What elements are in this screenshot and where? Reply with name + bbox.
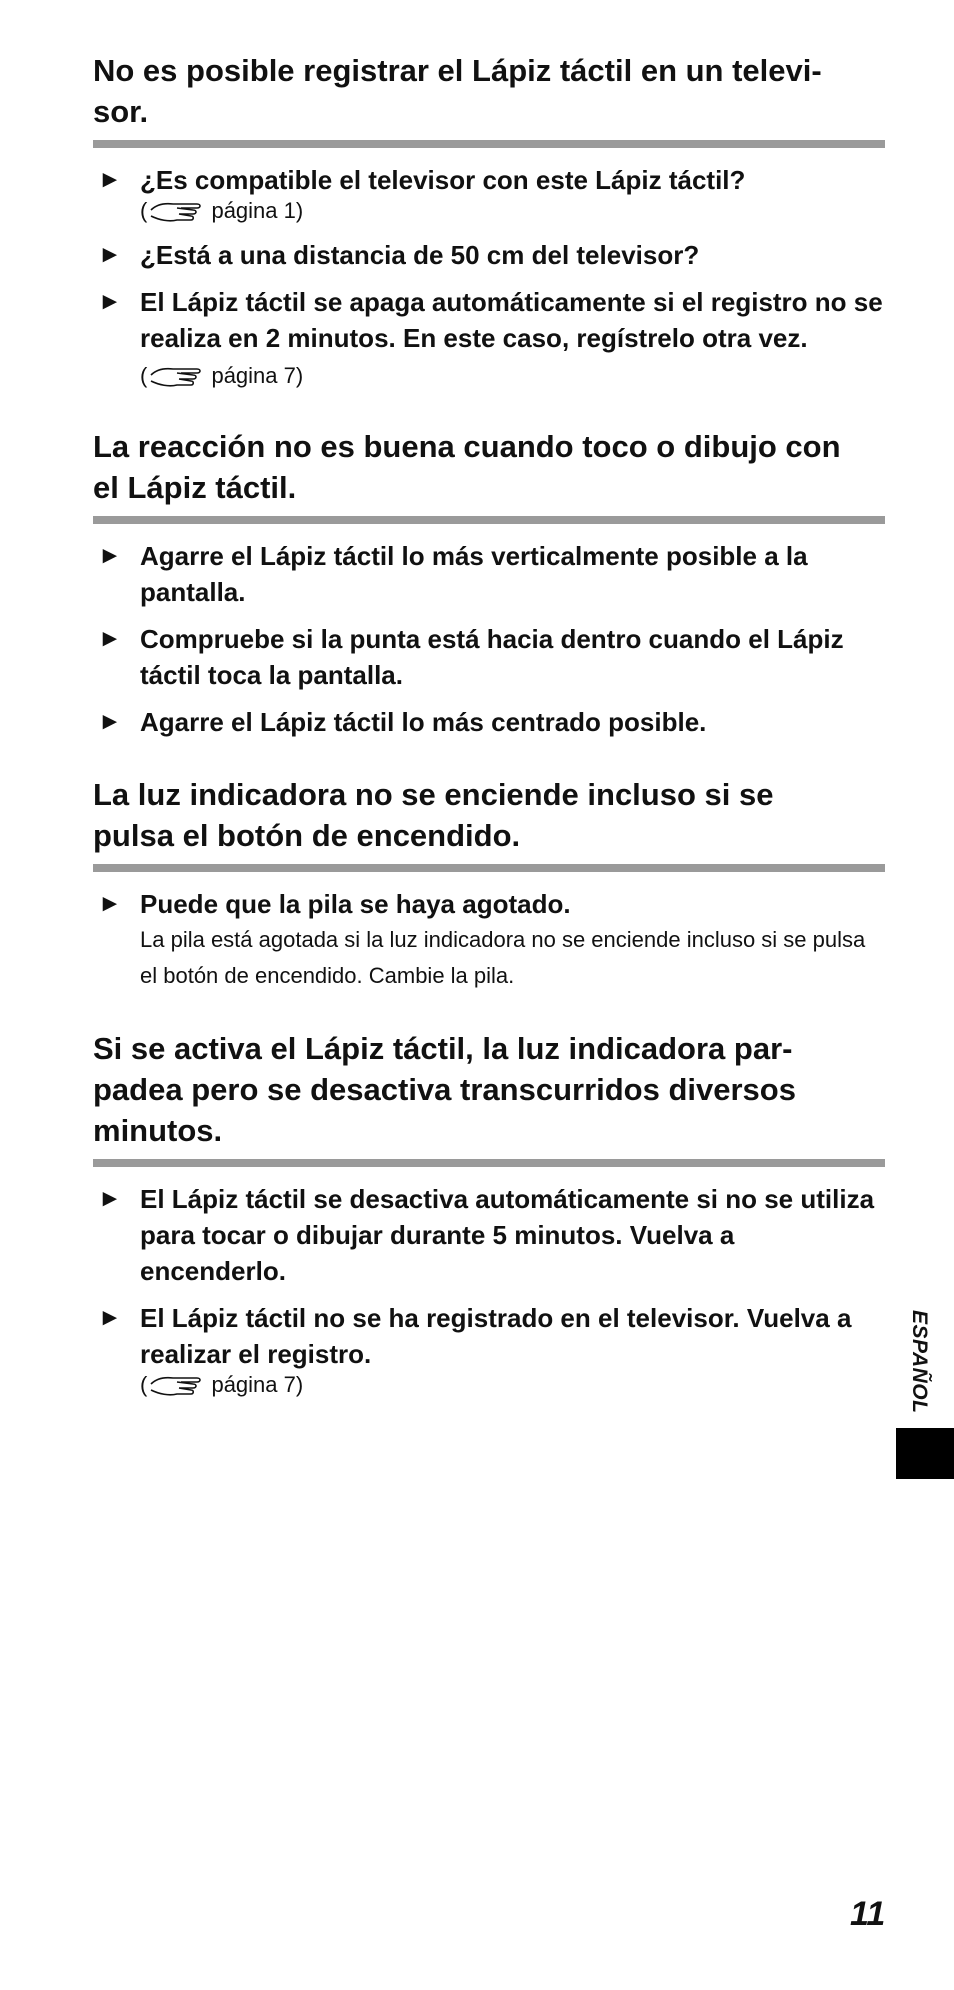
title-line: el Lápiz táctil. (93, 470, 297, 505)
title-line: sor. (93, 94, 149, 129)
item-text: Compruebe si la punta está hacia dentro cuando el Lápiz táctil toca la pantalla. (140, 624, 844, 690)
page-reference: ( página 7) (140, 363, 304, 388)
list-item (93, 538, 885, 610)
bullet-arrow-icon: ► (98, 890, 122, 917)
item-list (93, 1181, 885, 1400)
page-reference: ( página 1) (140, 198, 304, 223)
item-text: Puede que la pila se haya agotado. (140, 889, 571, 919)
item-text (140, 284, 885, 392)
item-detail: La pila está agotada si la luz indicadora no se enciende incluso si se pulsa el botón de encendido. Cambie la pila. (140, 927, 866, 988)
item-list (93, 886, 885, 994)
bullet-arrow-icon: ► (98, 708, 122, 735)
item-text: El Lápiz táctil se desactiva automáticamente si no se utiliza para tocar o dibujar durante 5 minutos. Vuelva a encenderlo. (140, 1184, 875, 1286)
troubleshoot-section (93, 426, 885, 740)
list-item (93, 162, 885, 226)
item-list (93, 162, 885, 392)
list-item (93, 1300, 885, 1400)
item-text-content: El Lápiz táctil se apaga automáticamente si el registro no se realiza en 2 minutos. En este caso, regístrelo otra vez. (140, 287, 883, 353)
item-text: El Lápiz táctil no se ha registrado en el televisor. Vuelva a realizar el registro. (140, 1303, 852, 1369)
troubleshoot-section (93, 50, 885, 392)
item-list (93, 538, 885, 740)
bullet-arrow-icon: ► (98, 241, 122, 268)
bullet-arrow-icon: ► (98, 1304, 122, 1331)
item-text: Agarre el Lápiz táctil lo más centrado posible. (140, 707, 707, 737)
troubleshoot-section (93, 1028, 885, 1400)
section-title (93, 1028, 885, 1167)
pointing-hand-icon (147, 198, 205, 224)
troubleshoot-section (93, 774, 885, 994)
title-line: Si se activa el Lápiz táctil, la luz indicadora par- (93, 1031, 793, 1066)
title-line: minutos. (93, 1113, 223, 1148)
section-title (93, 774, 885, 872)
title-line: La luz indicadora no se enciende incluso si se (93, 777, 774, 812)
page-reference-text: página 7 (211, 1372, 296, 1397)
language-side-tab (897, 1310, 937, 1430)
manual-content (93, 50, 885, 1434)
item-text: Agarre el Lápiz táctil lo más verticalmente posible a la pantalla. (140, 541, 808, 607)
title-line: pulsa el botón de encendido. (93, 818, 521, 853)
item-text: ¿Es compatible el televisor con este Lápiz táctil? (140, 165, 746, 195)
section-title (93, 426, 885, 524)
list-item (93, 1181, 885, 1289)
bullet-arrow-icon: ► (98, 288, 122, 315)
pointing-hand-icon (147, 363, 205, 389)
bullet-arrow-icon: ► (98, 625, 122, 652)
list-item (93, 886, 885, 994)
pointing-hand-icon (147, 1372, 205, 1398)
list-item (93, 237, 885, 273)
bullet-arrow-icon: ► (98, 1185, 122, 1212)
page-reference-text: página 7 (211, 363, 296, 388)
section-title (93, 50, 885, 148)
bullet-arrow-icon: ► (98, 542, 122, 569)
title-line: La reacción no es buena cuando toco o dibujo con (93, 429, 841, 464)
item-text: ¿Está a una distancia de 50 cm del televisor? (140, 240, 700, 270)
page-number: 11 (850, 1895, 886, 1933)
page-reference: ( página 7) (140, 1372, 304, 1397)
side-tab-marker (896, 1428, 954, 1479)
list-item (93, 621, 885, 693)
title-line: padea pero se desactiva transcurridos diversos (93, 1072, 796, 1107)
bullet-arrow-icon: ► (98, 166, 122, 193)
page-reference-text: página 1 (211, 198, 296, 223)
language-label: ESPAÑOL (908, 1310, 931, 1414)
list-item (93, 284, 885, 392)
title-line: No es posible registrar el Lápiz táctil en un televi- (93, 53, 822, 88)
list-item (93, 704, 885, 740)
